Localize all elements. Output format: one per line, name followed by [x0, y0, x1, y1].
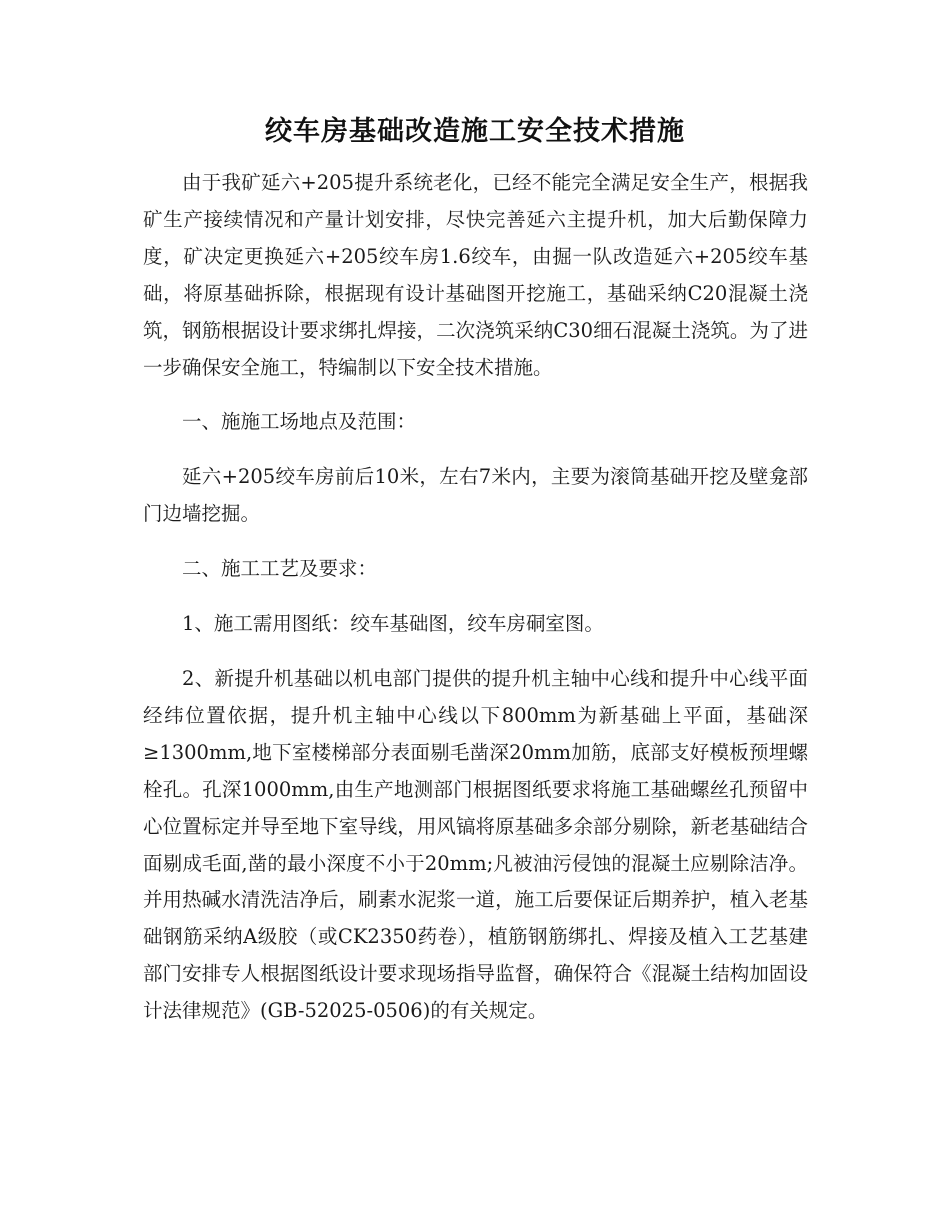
process-item-1: 1、施工需用图纸：绞车基础图，绞车房硐室图。	[182, 612, 604, 636]
section-heading-process: 二、施工工艺及要求：	[182, 557, 378, 581]
section-heading-site: 一、施施工场地点及范围：	[182, 410, 417, 434]
site-scope-paragraph: 延六+205绞车房前后10米，左右7米内，主要为滚筒基础开挖及壁龛部门边墙挖掘。	[143, 465, 808, 526]
intro-paragraph: 由于我矿延六+205提升系统老化，已经不能完全满足安全生产，根据我矿生产接续情况和产量计划安排，尽快完善延六主提升机，加大后勤保障力度，矿决定更换延六+205绞车房1.6绞车，由掘一队改造延六+205绞车基础，将原基础拆除，根据现有设计基础图开挖施工，基础采纳C20混凝土浇筑，钢筋根据设计要求绑扎焊接，二次浇筑采纳C30细石混凝土浇筑。为了进一步确保安全施工，特编制以下安全技术措施。	[143, 171, 808, 379]
process-item-2: 2、新提升机基础以机电部门提供的提升机主轴中心线和提升中心线平面经纬位置依据，提升机主轴中心线以下800mm为新基础上平面，基础深≥1300mm,地下室楼梯部分表面剔毛凿深20mm加筋，底部支好模板预埋螺栓孔。孔深1000mm,由生产地测部门根据图纸要求将施工基础螺丝孔预留中心位置标定并导至地下室导线，用风镐将原基础多余部分剔除，新老基础结合面剔成毛面,凿的最小深度不小于20mm;凡被油污侵蚀的混凝土应剔除洁净。并用热碱水清洗洁净后，刷素水泥浆一道，施工后要保证后期养护，植入老基础钢筋采纳A级胶（或CK2350药卷），植筋钢筋绑扎、焊接及植入工艺基建部门安排专人根据图纸设计要求现场指导监督，确保符合《混凝土结构加固设计法律规范》(GB-52025-0506)的有关规定。	[143, 666, 808, 1023]
document-body	[143, 165, 808, 1048]
document-title: 绞车房基础改造施工安全技术措施	[265, 116, 685, 147]
